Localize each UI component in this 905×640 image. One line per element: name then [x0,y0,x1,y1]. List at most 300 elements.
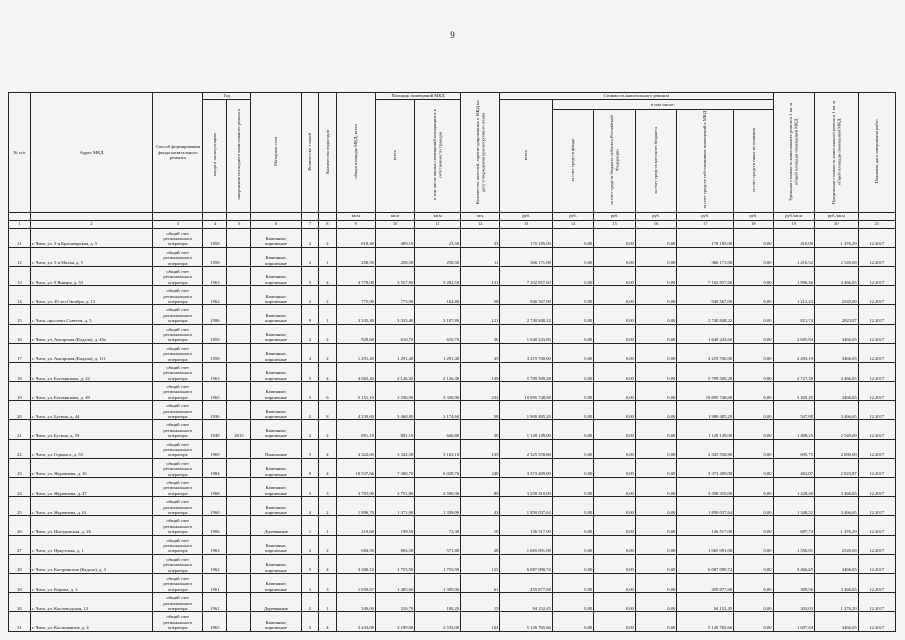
deadline-cell: 12.2017 [858,401,895,420]
year-commission-cell: 1958 [203,343,227,362]
header-limit-cost: Предельная стоимость капитального ремонта 1 кв. м общей площади помещений МКД [815,93,859,213]
cost-fund-cell: 0,00 [552,535,594,554]
cost-total-cell: 3 358 310,00 [500,478,552,497]
entrances-cell: 4 [319,362,336,381]
column-number: 10 [375,220,414,228]
table-row [9,516,896,535]
deadline-cell: 12.2017 [858,362,895,381]
year-repair-cell [227,612,251,631]
fund-cell: общий счет регионального оператора [153,535,203,554]
floors-cell: 1 [301,516,318,535]
material-cell: Панельные [251,439,301,458]
cost-local-cell: 0,00 [635,420,677,439]
cost-other-cell: 0,00 [734,458,773,477]
limit-cost-cell: 3 466,65 [815,573,859,592]
fund-cell: общий счет регионального оператора [153,382,203,401]
residents-cell: 58 [461,286,500,305]
cost-total-cell: 2 325 558,80 [500,439,552,458]
cost-local-cell: 0,00 [635,612,677,631]
cost-owners-cell: 2 740 848,22 [677,305,734,324]
fund-cell: общий счет регионального оператора [153,228,203,247]
column-number: 12 [461,220,500,228]
cost-other-cell: 0,00 [734,401,773,420]
premises-area-cell: 409,10 [375,228,414,247]
table-row [9,343,896,362]
fund-cell: общий счет регионального оператора [153,573,203,592]
table-row [9,228,896,247]
material-cell: Деревянные [251,593,301,612]
cost-fund-cell: 0,00 [552,554,594,573]
address-cell: г. Чита, ул. 40 лет Октября, д. 13 [30,286,152,305]
row-number: 29 [9,573,31,592]
owned-area-cell: 610,70 [415,324,461,343]
row-number: 27 [9,535,31,554]
deadline-cell: 12.2017 [858,439,895,458]
limit-cost-cell: 1 276,29 [815,593,859,612]
cost-federal-cell: 0,00 [594,458,636,477]
cost-owners-cell: 1 640 243,60 [677,324,734,343]
header-premises-owned: в том числе жилых помещений находящихся в собственности граждан [415,99,461,212]
year-repair-cell [227,247,251,266]
cost-fund-cell: 0,00 [552,458,594,477]
address-cell: г. Чита, ул. Журавлева, д. 16 [30,458,152,477]
cost-local-cell: 0,00 [635,554,677,573]
table-row [9,458,896,477]
repair-plan-table [8,92,896,632]
owned-area-cell: 6 028,70 [415,458,461,477]
cost-fund-cell: 0,00 [552,228,594,247]
deadline-cell: 12.2017 [858,324,895,343]
unit-cost-cell: 821,74 [773,305,815,324]
deadline-cell: 12.2017 [858,612,895,631]
cost-other-cell: 0,00 [734,305,773,324]
fund-cell: общий счет регионального оператора [153,478,203,497]
cost-federal-cell: 0,00 [594,401,636,420]
cost-total-cell: 3 219 700,00 [500,343,552,362]
address-cell: г. Чита, ул. Журавлева, д. 47 [30,478,152,497]
cost-other-cell: 0,00 [734,439,773,458]
unit-cell: руб. [552,212,594,220]
header-premises-total: всего [375,99,414,212]
cost-total-cell: 1 128 149,00 [500,420,552,439]
floors-cell: 9 [301,305,318,324]
residents-cell: 149 [461,362,500,381]
owned-area-cell: 2 590,30 [415,478,461,497]
year-repair-cell [227,516,251,535]
column-number: 11 [415,220,461,228]
cost-other-cell: 0,00 [734,247,773,266]
material-cell: Каменные, кирпичные [251,420,301,439]
residents-cell: 155 [461,554,500,573]
cost-local-cell: 0,00 [635,573,677,592]
address-cell: г. Чита, ул. 3-я Красноярская, д. 5 [30,228,152,247]
cost-total-cell: 1 850 037,64 [500,497,552,516]
cost-other-cell: 0,00 [734,535,773,554]
floors-cell: 4 [301,343,318,362]
year-repair-cell [227,458,251,477]
year-repair-cell [227,478,251,497]
residents-cell: 33 [461,228,500,247]
cost-other-cell: 0,00 [734,612,773,631]
cost-local-cell: 0,00 [635,382,677,401]
owned-area-cell: 2 533,00 [415,612,461,631]
row-number: 14 [9,286,31,305]
owned-area-cell: 640,80 [415,420,461,439]
column-number: 7 [301,220,318,228]
total-area-cell: 4 239,60 [336,401,375,420]
premises-area-cell: 610,70 [375,324,414,343]
cost-total-cell: 1 065 091,08 [500,535,552,554]
cost-other-cell: 0,00 [734,516,773,535]
floors-cell: 2 [301,420,318,439]
header-year-last-repair: завершения последнего капитального ремонта [227,99,251,212]
address-cell: г. Чита, ул. Кастринская (Кадала), д. 3 [30,554,152,573]
year-commission-cell: 1949 [203,420,227,439]
material-cell: Каменные, кирпичные [251,362,301,381]
header-deadline: Плановая дата завершения работ [858,93,895,213]
limit-cost-cell: 3466,65 [815,554,859,573]
table-row [9,247,896,266]
column-number: 8 [319,220,336,228]
entrances-cell: 2 [319,420,336,439]
deadline-cell: 12.2017 [858,247,895,266]
floors-cell: 2 [301,247,318,266]
cost-local-cell: 0,00 [635,401,677,420]
fund-cell: общий счет регионального оператора [153,401,203,420]
column-number: 15 [594,220,636,228]
floors-cell: 5 [301,554,318,573]
premises-area-cell: 3 335,40 [375,305,414,324]
cost-fund-cell: 0,00 [552,362,594,381]
header-total-area: общая площадь МКД, всего [336,93,375,213]
limit-cost-cell: 2 823,87 [815,458,859,477]
unit-cell: кв.м [336,212,375,220]
entrances-cell: 4 [319,458,336,477]
limit-cost-cell: 2545,69 [815,535,859,554]
floors-cell: 3 [301,573,318,592]
cost-other-cell: 0,00 [734,554,773,573]
cost-federal-cell: 0,00 [594,362,636,381]
entrances-cell: 1 [319,593,336,612]
year-repair-cell [227,497,251,516]
cost-total-cell: 1 900 485,20 [500,401,552,420]
header-cost-total: всего [500,99,552,212]
premises-area-cell: 801,10 [375,420,414,439]
premises-area-cell: 2 751,80 [375,478,414,497]
cost-other-cell: 0,00 [734,286,773,305]
limit-cost-cell: 1 276,29 [815,228,859,247]
cost-federal-cell: 0,00 [594,439,636,458]
column-number: 3 [153,220,203,228]
cost-total-cell: 94 152,45 [500,593,552,612]
owned-area-cell: 72,30 [415,516,461,535]
material-cell: Каменные, кирпичные [251,573,301,592]
total-area-cell: 4 779,00 [336,266,375,285]
cost-fund-cell: 0,00 [552,516,594,535]
limit-cost-cell: 3466,65 [815,324,859,343]
total-area-cell: 5 151,10 [336,382,375,401]
entrances-cell: 4 [319,612,336,631]
limit-cost-cell: 3 466,65 [815,401,859,420]
material-cell: Каменные, кирпичные [251,478,301,497]
cost-federal-cell: 0,00 [594,343,636,362]
year-commission-cell: 1962 [203,554,227,573]
material-cell: Каменные, кирпичные [251,401,301,420]
unit-cost-cell: 1 556,01 [773,535,815,554]
unit-cell: руб./кв.м [815,212,859,220]
premises-area-cell: 198,50 [375,516,414,535]
floors-cell: 4 [301,497,318,516]
address-cell: г. Чита, ул. Бутина, д. 59 [30,420,152,439]
cost-owners-cell: 136 517,00 [677,516,734,535]
residents-cell: 131 [461,266,500,285]
fund-cell: общий счет регионального оператора [153,516,203,535]
residents-cell: 61 [461,573,500,592]
cost-other-cell: 0,00 [734,266,773,285]
cost-total-cell: 1 640 243,60 [500,324,552,343]
unit-cell: руб./кв.м [773,212,815,220]
floors-cell: 5 [301,362,318,381]
row-number: 30 [9,593,31,612]
entrances-cell: 4 [319,554,336,573]
cost-local-cell: 0,00 [635,305,677,324]
cost-fund-cell: 0,00 [552,247,594,266]
premises-area-cell: 2 126,40 [375,362,414,381]
residents-cell: 104 [461,612,500,631]
row-number: 31 [9,612,31,631]
owned-area-cell: 180,20 [415,593,461,612]
unit-cost-cell: 1 220,40 [773,478,815,497]
floors-cell: 2 [301,286,318,305]
limit-cost-cell: 2 545,69 [815,420,859,439]
row-number: 12 [9,247,31,266]
owned-area-cell: 1 755,90 [415,554,461,573]
cost-fund-cell: 0,00 [552,324,594,343]
unit-cell: чел. [461,212,500,220]
cost-owners-cell: 94 152,45 [677,593,734,612]
floors-cell: 2 [301,535,318,554]
cost-fund-cell: 0,00 [552,420,594,439]
header-year-group: Год [203,93,251,100]
cost-federal-cell: 0,00 [594,247,636,266]
total-area-cell: 219,60 [336,516,375,535]
entrances-cell: 3 [319,478,336,497]
total-area-cell: 3 701,90 [336,478,375,497]
total-area-cell: 4 065,40 [336,362,375,381]
cost-owners-cell: 366 171,08 [677,247,734,266]
header-year-commission: ввода в эксплуатацию [203,99,227,212]
year-repair-cell [227,554,251,573]
unit-cost-cell: 3 205,29 [773,382,815,401]
fund-cell: общий счет регионального оператора [153,439,203,458]
column-number: 20 [815,220,859,228]
material-cell: Деревянные [251,516,301,535]
table-row [9,401,896,420]
fund-cell: общий счет регионального оператора [153,286,203,305]
limit-cost-cell: 3466,65 [815,382,859,401]
header-unit-cost: Удельная стоимость капитального ремонта 1 кв. м общей площади помещений МКД [773,93,815,213]
column-number: 6 [251,220,301,228]
total-area-cell: 4 322,60 [336,439,375,458]
entrances-cell: 8 [319,401,336,420]
owned-area-cell: 1 309,00 [415,573,461,592]
total-area-cell: 1 896,70 [336,497,375,516]
fund-cell: общий счет регионального оператора [153,324,203,343]
row-number: 16 [9,324,31,343]
year-repair-cell [227,593,251,612]
cost-owners-cell: 5 126 765,66 [677,612,734,631]
deadline-cell: 12.2017 [858,382,895,401]
entrances-cell: 4 [319,439,336,458]
premises-area-cell: 310,70 [375,593,414,612]
table-row [9,362,896,381]
row-number: 15 [9,305,31,324]
owned-area-cell: 3 163,10 [415,439,461,458]
table-header [9,93,896,229]
cost-other-cell: 0,00 [734,573,773,592]
cost-federal-cell: 0,00 [594,497,636,516]
deadline-cell: 12.2017 [858,286,895,305]
cost-other-cell: 0,00 [734,420,773,439]
deadline-cell: 12.2017 [858,266,895,285]
year-repair-cell [227,362,251,381]
premises-area-cell: 258,50 [375,247,414,266]
column-number: 18 [734,220,773,228]
floors-cell: 5 [301,382,318,401]
cost-fund-cell: 0,00 [552,497,594,516]
cost-owners-cell: 1 128 149,00 [677,420,734,439]
material-cell: Каменные, кирпичные [251,612,301,631]
cost-local-cell: 0,00 [635,458,677,477]
premises-area-cell: 3 468,80 [375,401,414,420]
address-cell: г. Чита, ул. 5-я Малая, д. 5 [30,247,152,266]
cost-fund-cell: 0,00 [552,266,594,285]
owned-area-cell: 3 336,90 [415,382,461,401]
cost-fund-cell: 0,00 [552,612,594,631]
cost-federal-cell: 0,00 [594,382,636,401]
premises-area-cell: 7 300,70 [375,458,414,477]
unit-cell: руб. [677,212,734,220]
year-repair-cell [227,382,251,401]
owned-area-cell: 258,50 [415,247,461,266]
premises-area-cell: 1 485,60 [375,573,414,592]
cost-local-cell: 0,00 [635,286,677,305]
unit-cost-cell: 2 493,19 [773,343,815,362]
cost-local-cell: 0,00 [635,593,677,612]
row-number: 18 [9,362,31,381]
material-cell: Каменные, кирпичные [251,286,301,305]
cost-owners-cell: 5 799 509,28 [677,362,734,381]
cost-other-cell: 0,00 [734,324,773,343]
owned-area-cell: 3 282,50 [415,266,461,285]
cost-federal-cell: 0,00 [594,478,636,497]
entrances-cell: 2 [319,497,336,516]
premises-area-cell: 775,90 [375,286,414,305]
cost-owners-cell: 1 900 485,20 [677,401,734,420]
header-incl: в том числе: [552,99,773,109]
header-fund: Способ формирования фонда капитального ремонта [153,93,203,213]
table-row [9,535,896,554]
floors-cell: 2 [301,324,318,343]
cost-fund-cell: 0,00 [552,593,594,612]
table-row [9,286,896,305]
cost-total-cell: 366 171,08 [500,247,552,266]
year-commission-cell: 1963 [203,266,227,285]
total-area-cell: 10 537,66 [336,458,375,477]
row-number: 23 [9,458,31,477]
year-repair-cell [227,266,251,285]
cost-local-cell: 0,00 [635,324,677,343]
entrances-cell: 1 [319,305,336,324]
unit-cost-cell: 462,07 [773,458,815,477]
table-row [9,573,896,592]
total-area-cell: 684,50 [336,535,375,554]
header-material: Материал стен [251,93,301,213]
address-cell: г. Чита, ул. Кирова, д. 3 [30,573,152,592]
total-area-cell: 1 650,67 [336,573,375,592]
year-repair-cell: 2015 [227,420,251,439]
material-cell: Каменные, кирпичные [251,228,301,247]
cost-owners-cell: 1 065 091,08 [677,535,734,554]
cost-owners-cell: 1 850 037,64 [677,497,734,516]
limit-cost-cell: 3 466,65 [815,362,859,381]
cost-other-cell: 0,00 [734,497,773,516]
cost-other-cell: 0,00 [734,593,773,612]
row-number: 25 [9,497,31,516]
unit-cost-cell: 3 466,65 [773,554,815,573]
table-row [9,420,896,439]
unit-cell: руб. [734,212,773,220]
premises-area-cell: 3 189,00 [375,612,414,631]
year-commission-cell: 1962 [203,286,227,305]
total-area-cell: 3 300,10 [336,554,375,573]
unit-cell: кв.м [415,212,461,220]
fund-cell: общий счет регионального оператора [153,266,203,285]
total-area-cell: 920,60 [336,324,375,343]
residents-cell: 15 [461,593,500,612]
cost-owners-cell: 3 219 700,00 [677,343,734,362]
total-area-cell: 618,40 [336,228,375,247]
fund-cell: общий счет регионального оператора [153,343,203,362]
premises-area-cell: 3 342,50 [375,439,414,458]
header-residents: Количество жителей, зарегистрированных в МКД на дату утверждения краткосрочного плана [461,93,500,213]
cost-federal-cell: 0,00 [594,573,636,592]
column-number: 16 [635,220,677,228]
floors-cell: 5 [301,478,318,497]
residents-cell: 121 [461,305,500,324]
year-commission-cell: 1963 [203,535,227,554]
address-cell: г. Чита, ул. Горького, д. 55 [30,439,152,458]
residents-cell: 135 [461,439,500,458]
column-number: 5 [227,220,251,228]
material-cell: Каменные, кирпичные [251,247,301,266]
cost-owners-cell: 3 373 409,00 [677,458,734,477]
owned-area-cell: 2 174,60 [415,401,461,420]
year-repair-cell [227,324,251,343]
owned-area-cell: 1 339,00 [415,497,461,516]
address-cell: г. Чита, ул. Иркутская, д. 1 [30,535,152,554]
cost-local-cell: 0,00 [635,439,677,458]
cost-total-cell: 136 517,00 [500,516,552,535]
entrances-cell: 2 [319,228,336,247]
cost-federal-cell: 0,00 [594,593,636,612]
premises-area-cell: 1 291,40 [375,343,414,362]
header-cost-other: за счет средств иных источников [734,110,773,213]
unit-cost-cell: 1 212,23 [773,286,815,305]
cost-fund-cell: 0,00 [552,286,594,305]
table-row [9,382,896,401]
cost-local-cell: 0,00 [635,228,677,247]
